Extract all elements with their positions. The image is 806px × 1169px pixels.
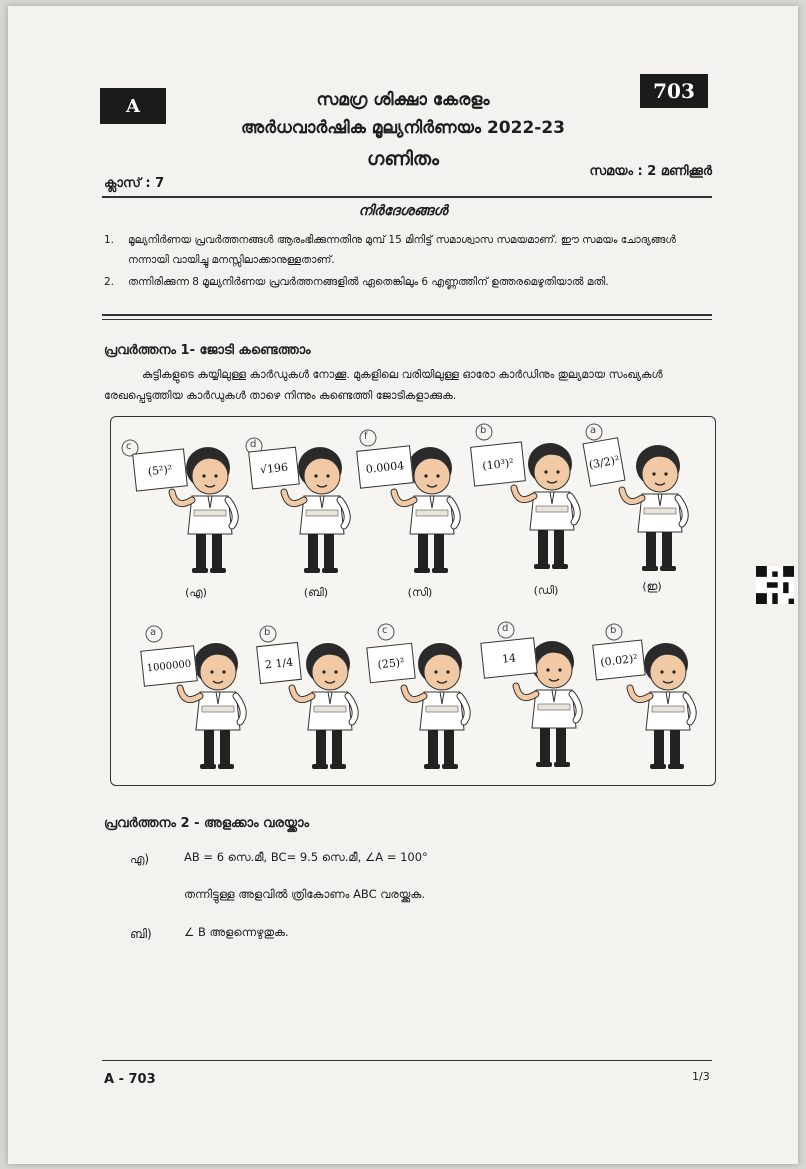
- instructions-divider: [102, 314, 712, 316]
- label-c: (സി): [407, 586, 433, 599]
- header-divider: [102, 196, 712, 198]
- instruction-item: [104, 230, 714, 270]
- card-bottom-5: (0.02)²: [592, 639, 645, 680]
- question-a-given: AB = 6 സെ.മീ, BC= 9.5 സെ.മീ, ∠A = 100°: [184, 850, 428, 864]
- time-label: സമയം : 2 മണിക്കൂർ: [589, 164, 712, 179]
- subject-title: ഗണിതം: [367, 148, 439, 170]
- mark-b5: b: [610, 625, 617, 636]
- instructions-divider-thin: [102, 319, 712, 320]
- instructions-title: നിർദേശങ്ങൾ: [358, 203, 448, 219]
- card-bottom-4: 14: [480, 637, 537, 678]
- mark-a3: f: [364, 431, 368, 442]
- mark-a5: a: [590, 425, 597, 436]
- card-bottom-1: 1000000: [140, 645, 197, 686]
- activity1-title: പ്രവർത്തനം 1- ജോടി കണ്ടെത്താം: [104, 343, 311, 358]
- card-bottom-3: (25)²: [366, 643, 416, 684]
- mark-b2: b: [264, 627, 271, 638]
- paper-code-box: 703: [640, 74, 708, 108]
- footer-divider: [102, 1060, 712, 1061]
- exam-title: അർധവാർഷിക മൂല്യനിർണയം 2022-23: [241, 118, 565, 138]
- question-a-label: എ): [130, 852, 150, 866]
- label-b: (ബി): [303, 586, 329, 599]
- card-bottom-2: 2 1/4: [256, 642, 302, 684]
- mark-b1: a: [150, 627, 157, 638]
- card-top-e: (3/2)²: [582, 437, 625, 487]
- label-e: (ഇ): [642, 580, 662, 593]
- organisation-title: സമഗ്ര ശിക്ഷാ കേരളം: [316, 90, 490, 110]
- instruction-item: [104, 272, 714, 292]
- kid-figure: [292, 643, 355, 769]
- card-top-b: √196: [248, 447, 300, 490]
- instruction-text: തന്നിരിക്കുന്ന 8 മൂല്യനിർണയ പ്രവർത്തനങ്ങളിൽ ഏതെങ്കിലും 6 എണ്ണത്തിന് ഉത്തരമെഴുതിയാൽ മതി.: [128, 276, 609, 288]
- set-label-box: A: [100, 88, 166, 124]
- mark-b4: d: [502, 623, 509, 634]
- question-b-label: ബി): [130, 927, 152, 941]
- qr-code: [756, 566, 794, 604]
- card-top-c: 0.0004: [356, 445, 414, 488]
- kid-figure: [622, 445, 685, 571]
- instruction-number: 1.: [104, 234, 115, 246]
- mark-a1: c: [126, 441, 132, 452]
- label-a: (എ): [185, 586, 207, 599]
- activity2-title: പ്രവർത്തനം 2 - അളക്കാം വരയ്ക്കാം: [104, 816, 310, 831]
- footer-code: A - 703: [104, 1072, 156, 1087]
- mark-b3: c: [382, 625, 388, 636]
- class-label: ക്ലാസ് : 7: [104, 176, 165, 191]
- card-top-d: (10³)²: [470, 441, 526, 486]
- instruction-number: 2.: [104, 276, 115, 288]
- question-b-text: ∠ B അളന്നെഴുതുക.: [184, 925, 289, 939]
- question-a-instruction: തന്നിട്ടുള്ള അളവിൽ ത്രികോണം ABC വരയ്ക്കുക.: [184, 887, 426, 901]
- mark-a2: d: [250, 439, 257, 450]
- page-number: 1/3: [692, 1070, 710, 1083]
- activity1-text: കുട്ടികളുടെ കയ്യിലുള്ള കാർഡുകൾ നോക്കൂ. മുകളിലെ വരിയിലുള്ള ഓരോ കാർഡിനും തുല്യമായ സംഖ്യകൾ രേഖപ്പെടുത്തിയ കാർഡുകൾ താഴെ നിന്നും കണ്ടെത്തി ജോടികളാക്കുക.: [104, 368, 663, 402]
- card-top-a: (5²)²: [132, 448, 188, 491]
- label-d: (ഡി): [533, 584, 559, 597]
- mark-a4: b: [480, 425, 487, 436]
- instruction-text: മൂല്യനിർണയ പ്രവർത്തനങ്ങൾ ആരംഭിക്കുന്നതിനു മുമ്പ് 15 മിനിട്ട് സമാശ്വാസ സമയമാണ്. ഈ സമയം ചോദ്യങ്ങൾ നന്നായി വായിച്ചു മനസ്സിലാക്കാനുള്ളതാണ്.: [128, 234, 676, 266]
